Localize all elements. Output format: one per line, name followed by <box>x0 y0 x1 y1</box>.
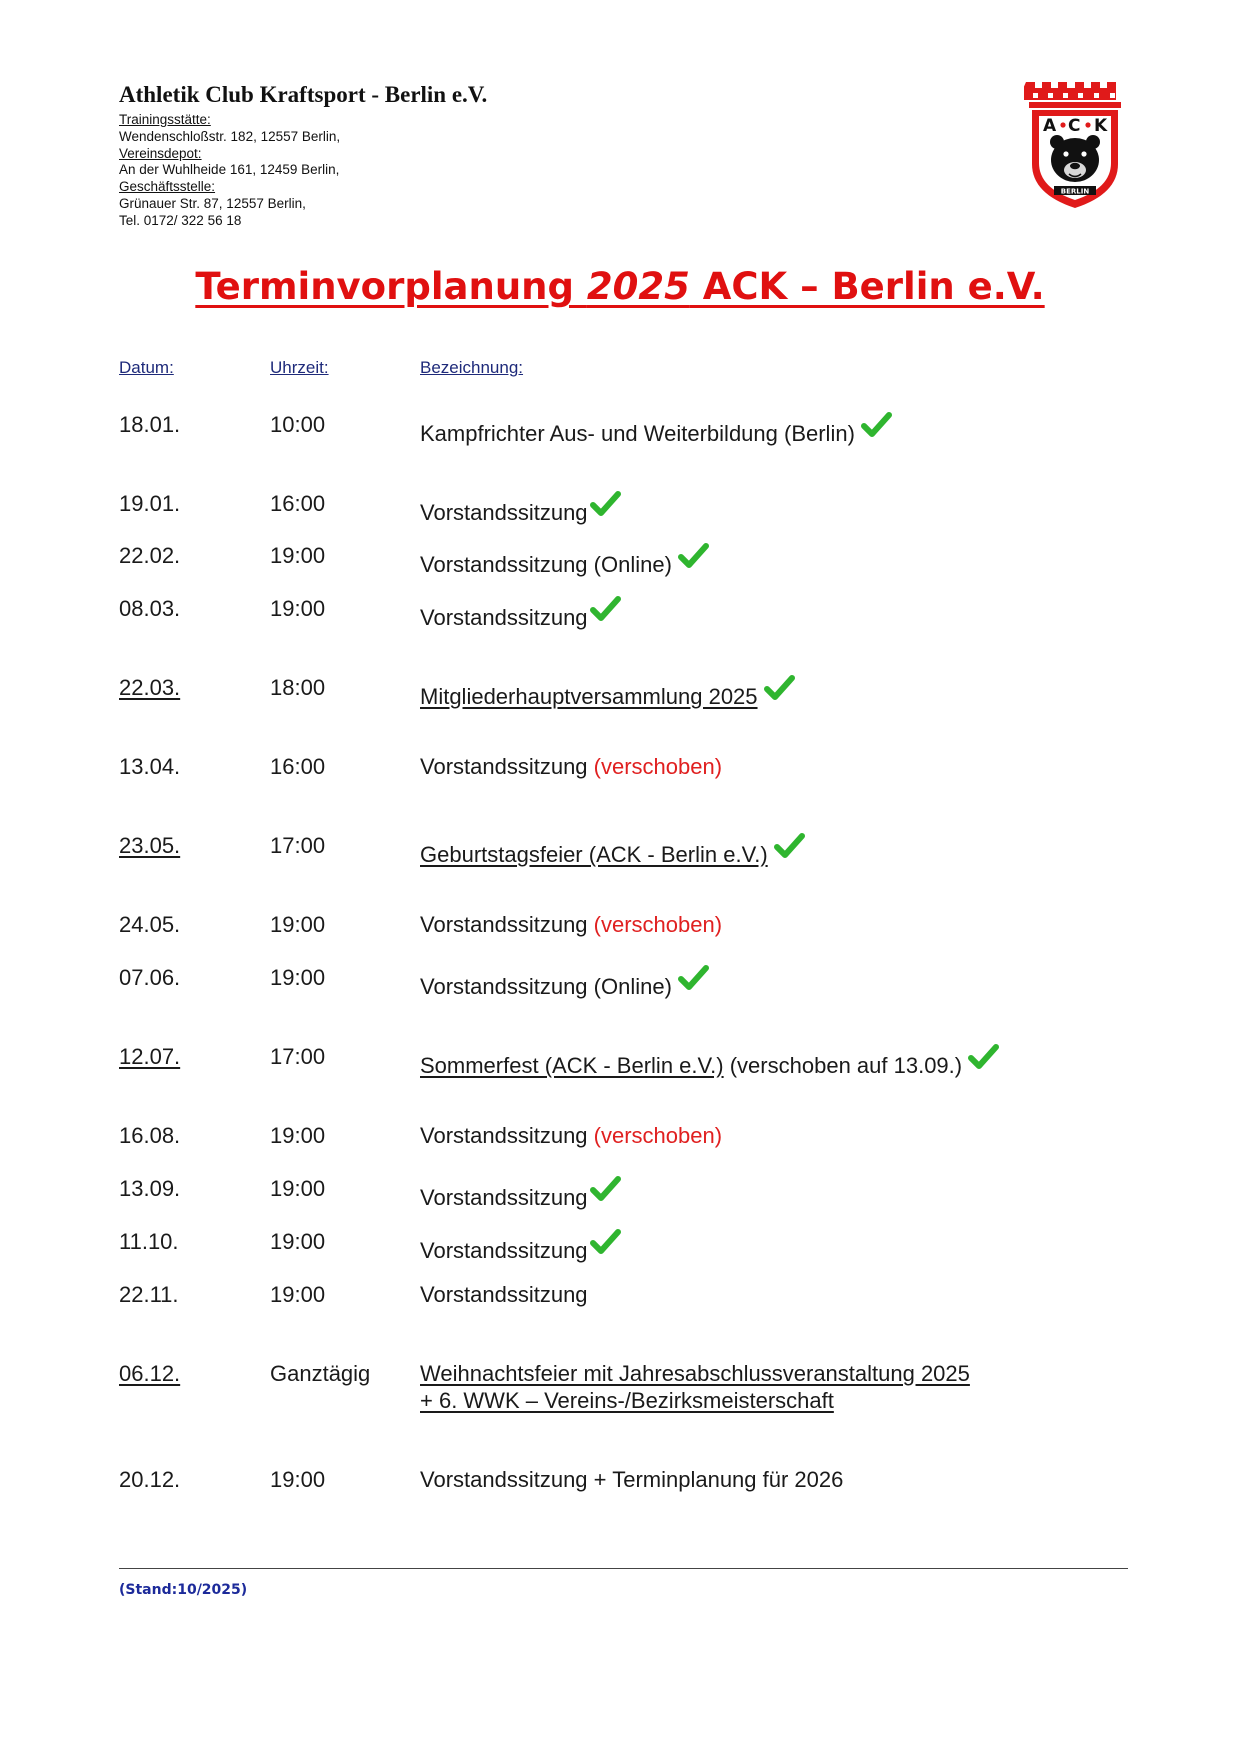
event-date: 16.08. <box>119 1123 181 1148</box>
phone-number: Tel. 0172/ 322 56 18 <box>119 212 242 228</box>
event-date: 24.05. <box>119 912 181 937</box>
event-time: 19:00 <box>270 1282 326 1307</box>
table-header <box>0 357 1240 379</box>
event-description: Sommerfest (ACK - Berlin e.V.) <box>420 1053 724 1078</box>
event-date: 07.06. <box>119 965 181 990</box>
checkmark-icon <box>678 964 709 992</box>
title-part2: ACK – Berlin e.V. <box>689 265 1045 308</box>
event-date: 08.03. <box>119 596 181 621</box>
event-time: 19:00 <box>270 912 326 937</box>
checkmark-icon <box>590 490 621 518</box>
postponed-note: (verschoben) <box>593 912 723 937</box>
checkmark-icon <box>590 595 621 623</box>
event-date: 23.05. <box>119 833 181 858</box>
event-description: Geburtstagsfeier (ACK - Berlin e.V.) <box>420 842 768 867</box>
event-description: Mitgliederhauptversammlung 2025 <box>420 684 758 709</box>
event-time: 18:00 <box>270 675 326 700</box>
event-description: Kampfrichter Aus- und Weiterbildung (Berlin) <box>420 421 855 446</box>
title-year: 2025 <box>586 265 690 308</box>
event-description: Vorstandssitzung <box>420 754 588 779</box>
event-description: Vorstandssitzung <box>420 1123 588 1148</box>
checkmark-icon <box>968 1043 999 1071</box>
event-date: 22.02. <box>119 543 181 568</box>
org-header <box>119 82 719 230</box>
event-description: Vorstandssitzung <box>420 605 588 630</box>
revision-stamp: (Stand:10/2025) <box>119 1582 248 1598</box>
checkmark-icon <box>774 832 805 860</box>
event-date: 12.07. <box>119 1044 181 1069</box>
event-description: Vorstandssitzung <box>420 1282 588 1307</box>
event-time: 10:00 <box>270 412 326 437</box>
depot-label: Vereinsdepot: <box>119 145 202 161</box>
page-title <box>0 264 1240 310</box>
footer-divider <box>119 1568 1128 1569</box>
event-description: Vorstandssitzung <box>420 1185 588 1210</box>
event-date: 22.11. <box>119 1282 179 1307</box>
event-time: 19:00 <box>270 1229 326 1254</box>
event-time: 19:00 <box>270 543 326 568</box>
depot-address: An der Wuhlheide 161, 12459 Berlin, <box>119 162 340 178</box>
event-time: Ganztägig <box>270 1361 371 1386</box>
event-description-line2: + 6. WWK – Vereins-/Bezirksmeisterschaft <box>420 1388 834 1413</box>
event-time: 17:00 <box>270 1044 326 1069</box>
event-description: Vorstandssitzung <box>420 1238 588 1263</box>
training-address: Wendenschloßstr. 182, 12557 Berlin, <box>119 128 341 144</box>
logo-letter-a: A <box>1043 116 1057 136</box>
event-time: 19:00 <box>270 1467 326 1492</box>
crown-icon <box>1024 82 1121 108</box>
event-date: 22.03. <box>119 675 181 700</box>
postponed-note: (verschoben) <box>593 1123 723 1148</box>
event-description: Vorstandssitzung <box>420 912 588 937</box>
event-time: 19:00 <box>270 1176 326 1201</box>
event-time: 17:00 <box>270 833 326 858</box>
event-date: 19.01. <box>119 491 181 516</box>
checkmark-icon <box>590 1175 621 1203</box>
logo-letter-k: K <box>1094 116 1108 136</box>
checkmark-icon <box>678 542 709 570</box>
checkmark-icon <box>590 1228 621 1256</box>
header-time: Uhrzeit: <box>270 358 329 377</box>
event-date: 20.12. <box>119 1467 181 1492</box>
checkmark-icon <box>861 411 892 439</box>
event-date: 06.12. <box>119 1361 181 1386</box>
header-description: Bezeichnung: <box>420 358 524 377</box>
training-label: Trainingsstätte: <box>119 112 211 127</box>
reschedule-note: (verschoben auf 13.09.) <box>729 1053 963 1078</box>
logo-letter-c: C <box>1068 116 1081 136</box>
event-description: Weihnachtsfeier mit Jahresabschlussveranstaltung 2025 <box>420 1361 970 1386</box>
event-date: 18.01. <box>119 412 181 437</box>
ack-logo <box>1024 78 1126 210</box>
event-description: Vorstandssitzung <box>420 500 588 525</box>
event-time: 16:00 <box>270 754 326 779</box>
event-description: Vorstandssitzung (Online) <box>420 974 672 999</box>
header-date: Datum: <box>119 358 174 377</box>
postponed-note: (verschoben) <box>593 754 723 779</box>
event-time: 16:00 <box>270 491 326 516</box>
event-description: Vorstandssitzung (Online) <box>420 552 672 577</box>
event-date: 13.09. <box>119 1176 181 1201</box>
bear-head-icon <box>1050 135 1100 182</box>
event-time: 19:00 <box>270 596 326 621</box>
checkmark-icon <box>764 674 795 702</box>
title-part1: Terminvorplanung <box>195 265 587 308</box>
office-address: Grünauer Str. 87, 12557 Berlin, <box>119 195 306 211</box>
office-label: Geschäftsstelle: <box>119 179 216 195</box>
logo-city: BERLIN <box>1060 187 1090 196</box>
event-date: 13.04. <box>119 754 181 779</box>
org-name: Athletik Club Kraftsport - Berlin e.V. <box>119 82 488 107</box>
event-time: 19:00 <box>270 965 326 990</box>
event-time: 19:00 <box>270 1123 326 1148</box>
event-date: 11.10. <box>119 1229 179 1254</box>
event-description: Vorstandssitzung + Terminplanung für 2026 <box>420 1467 844 1492</box>
